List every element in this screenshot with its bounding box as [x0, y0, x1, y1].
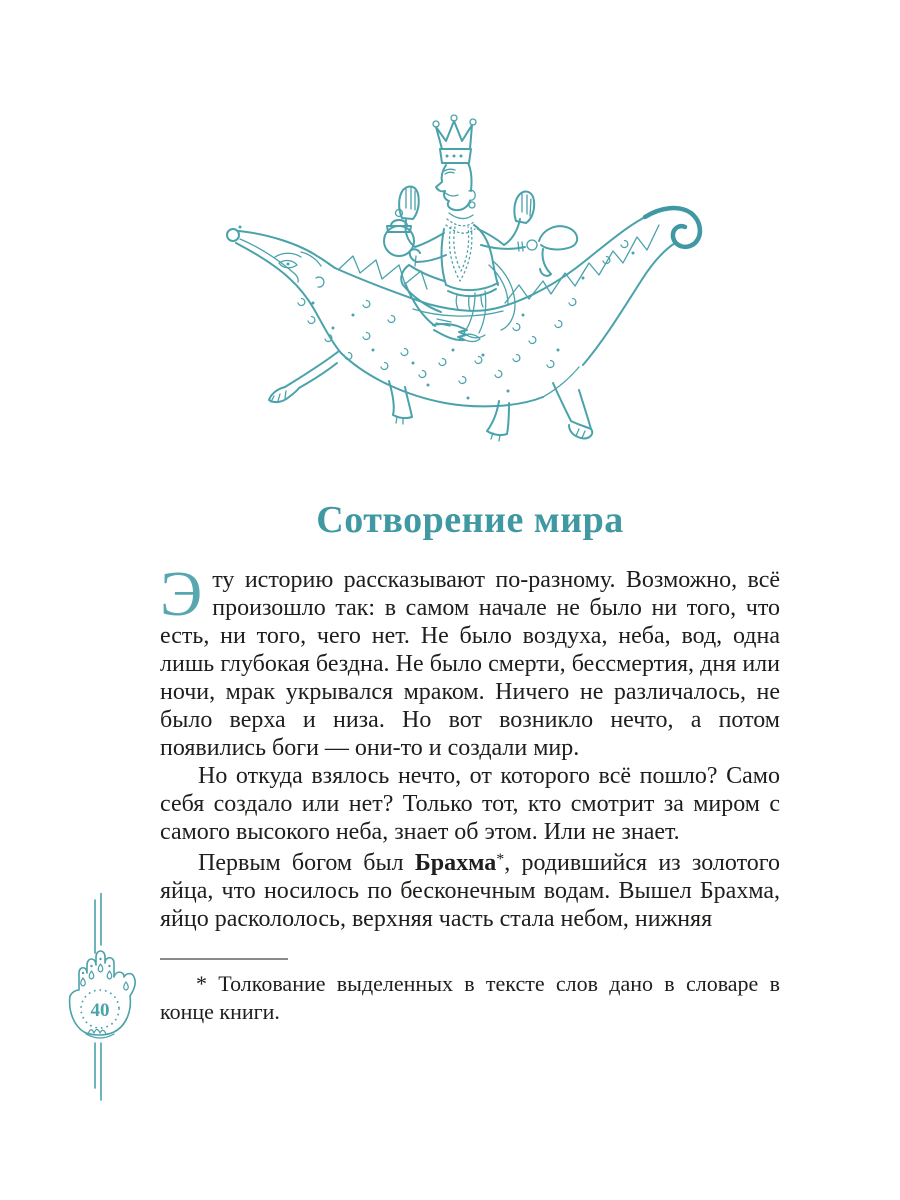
footnote-asterisk: * — [496, 851, 505, 868]
body-text — [160, 558, 780, 933]
footnote-body: Толкование выделенных в тексте слов дано в словаре в конце книги. — [160, 971, 780, 1024]
footnote — [160, 958, 780, 1026]
drop-cap: Э — [160, 558, 203, 629]
makara-rider-illustration — [213, 113, 728, 453]
paragraph-1 — [160, 558, 780, 762]
footnote-text — [160, 970, 780, 1026]
footnote-rule — [160, 958, 288, 960]
paragraph-1-text: ту историю рассказывают по-разному. Возможно, всё произошло так: в самом начале не было ни того, что есть, ни того, чего нет. Не было воздуха, неба, вод, одна лишь глубокая бездна. Не было смерти, бессмертия, дня или ночи, мрак укрывался мраком. Ничего не различалось, не было верха и низа. Но вот возникло нечто, а потом появились боги — они-то и создали мир. — [160, 567, 780, 761]
page-margin-ornament — [62, 893, 138, 1105]
hamsa-icon — [62, 893, 138, 1105]
page-number: 40 — [90, 1000, 110, 1021]
paragraph-3 — [160, 846, 780, 933]
paragraph-2: Но откуда взялось нечто, от которого всё пошло? Само себя создало или нет? Только тот, кто смотрит за миром с самого высокого неба, знает об этом. Или не знает. — [160, 763, 780, 845]
paragraph-3-text-start: Первым богом был — [198, 850, 415, 876]
term-brahma: Брахма — [414, 850, 497, 876]
chapter-title: Сотворение мира — [316, 499, 624, 541]
paragraph-3-text-end: , родившийся из золотого яйца, что носилось по бесконечным водам. Вышел Брахма, яйцо раскололось, верхняя часть стала небом, нижняя — [160, 850, 780, 932]
chapter-illustration — [213, 113, 728, 453]
footnote-marker: * — [196, 971, 207, 996]
